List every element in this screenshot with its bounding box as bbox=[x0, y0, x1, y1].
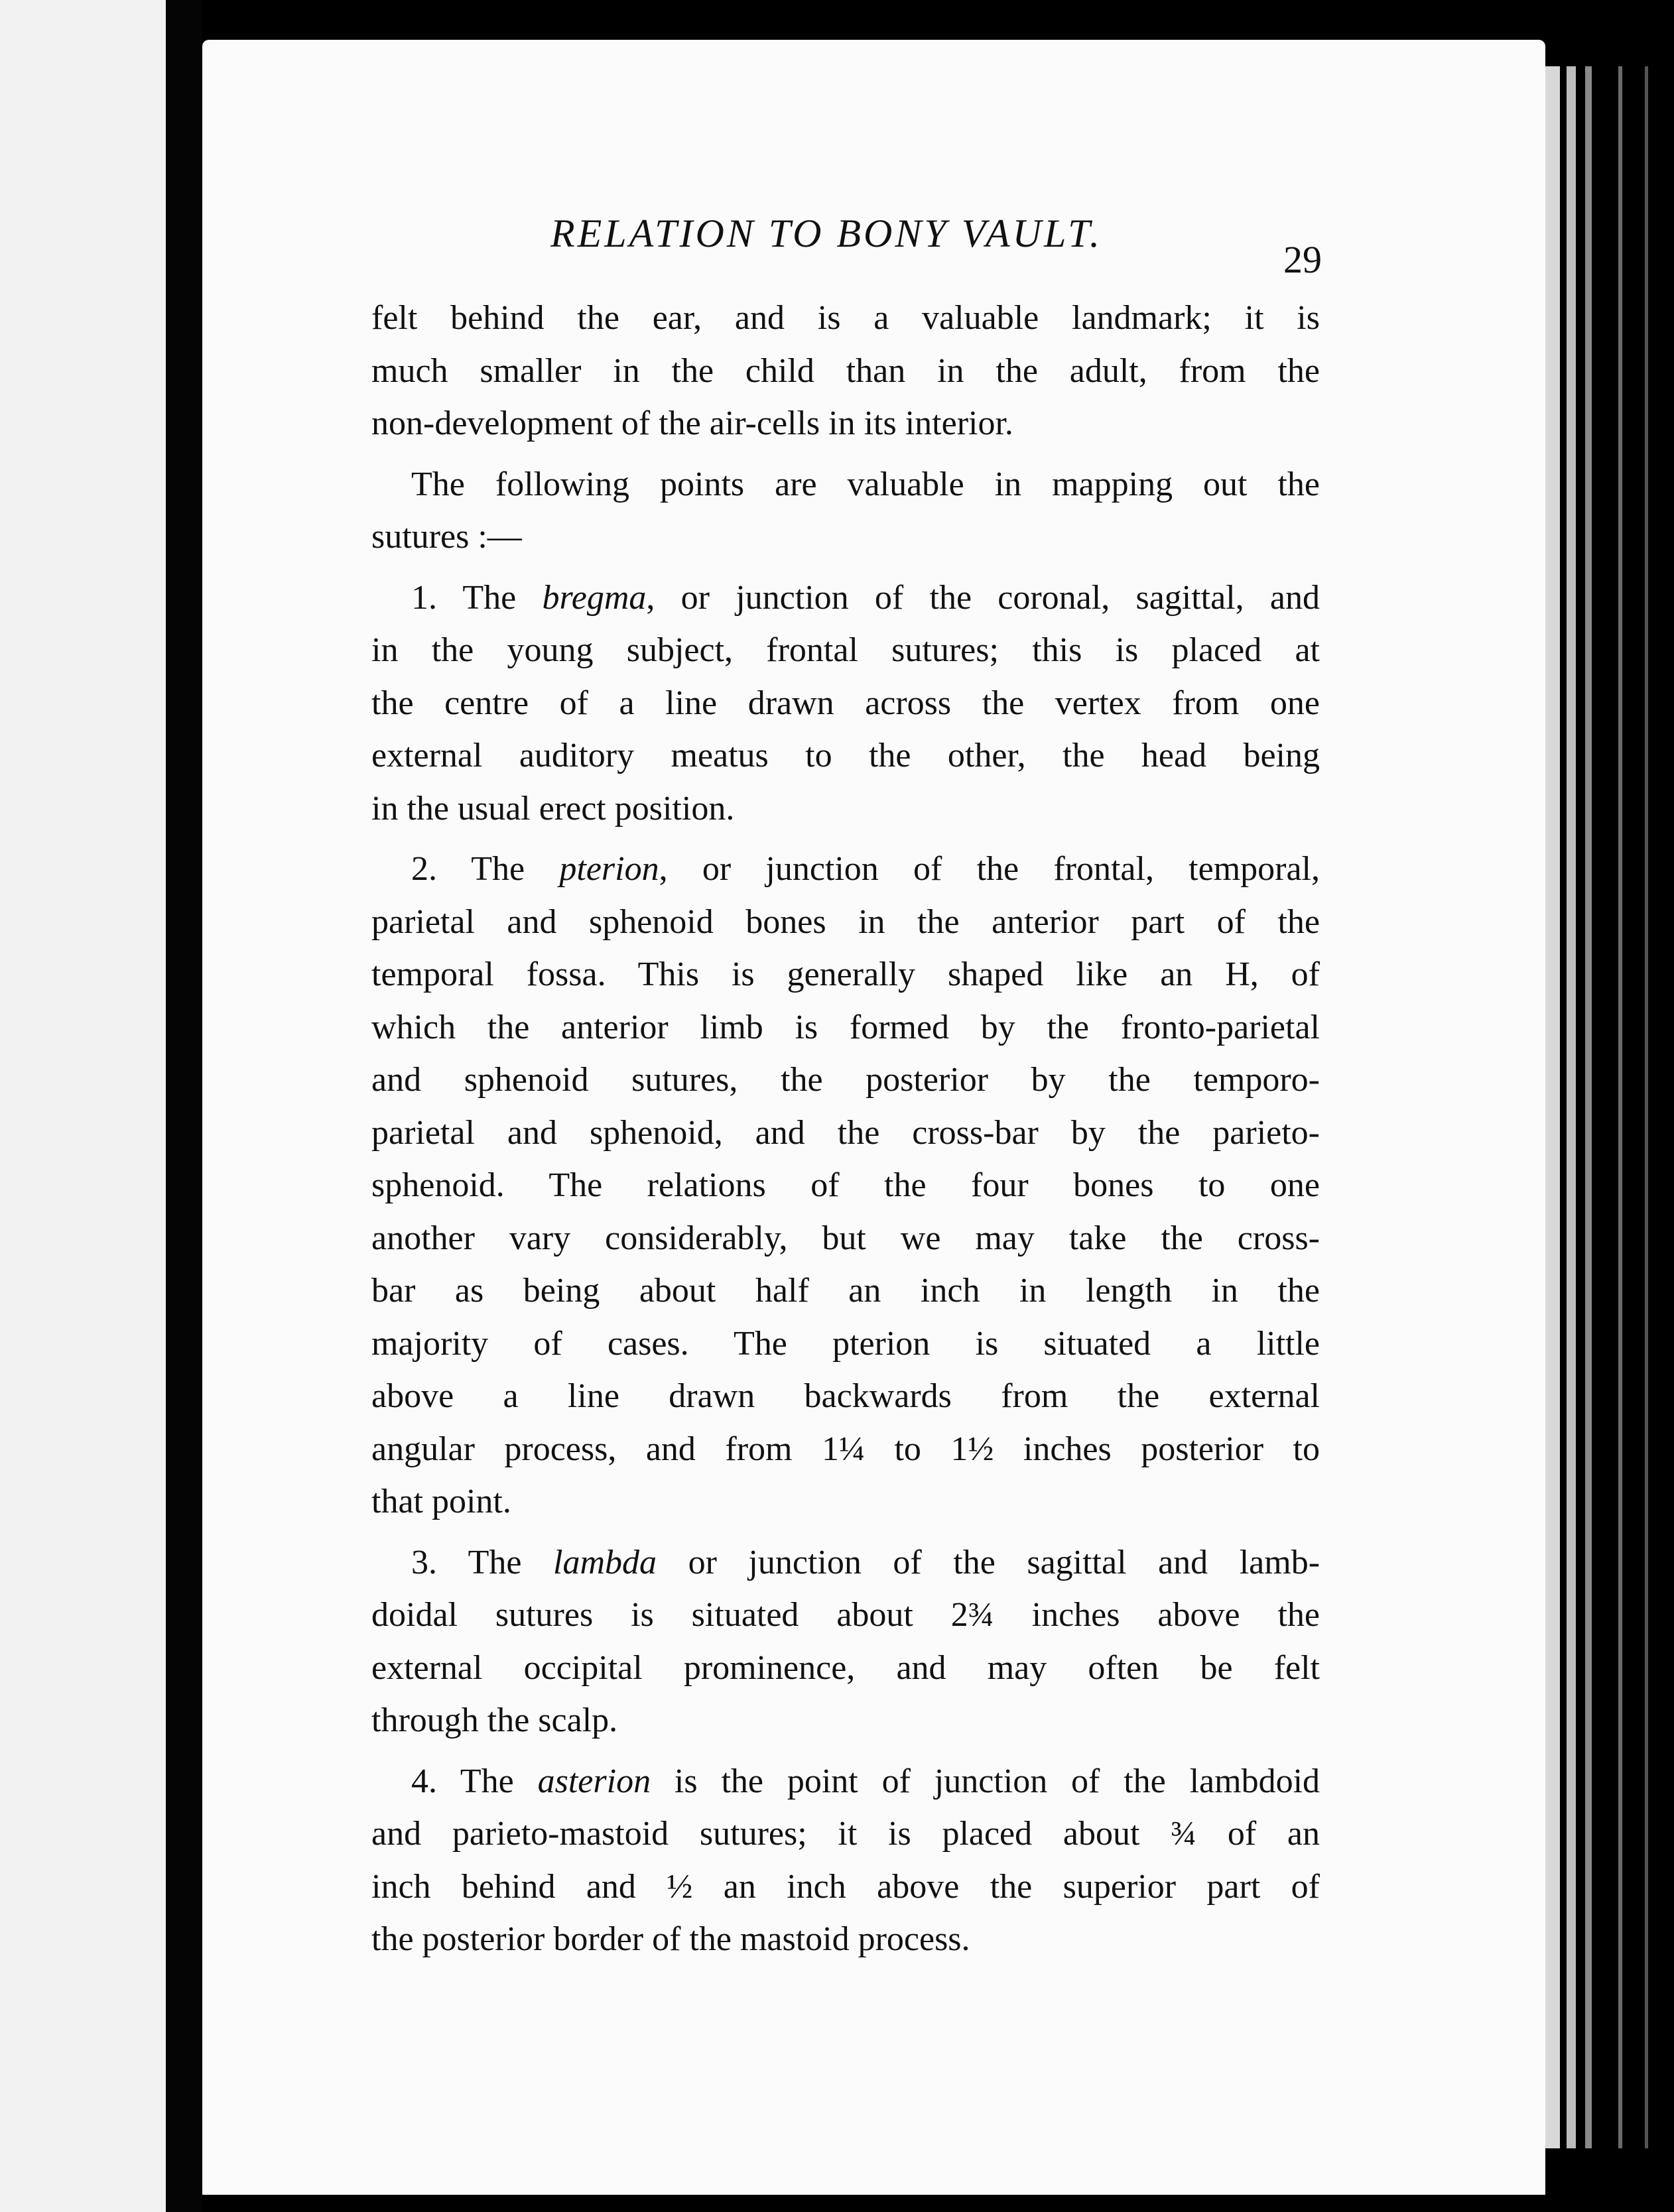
text-line: temporal fossa. This is generally shaped like an H, of bbox=[371, 955, 1320, 993]
paragraph-gap bbox=[371, 450, 1320, 458]
text-line: 1. The bregma, or junction of the coronal, sagittal, and bbox=[411, 578, 1320, 617]
running-head: RELATION TO BONY VAULT. bbox=[550, 212, 1103, 255]
text-line: sutures :— bbox=[371, 518, 522, 556]
paragraph-gap bbox=[371, 835, 1320, 843]
text-line: 3. The lambda or junction of the sagittal and lamb- bbox=[411, 1543, 1320, 1581]
text-line: parietal and sphenoid bones in the anterior part of the bbox=[371, 902, 1320, 941]
text-line: another vary considerably, but we may take the cross- bbox=[371, 1219, 1320, 1257]
text-line: the posterior border of the mastoid process. bbox=[371, 1920, 970, 1958]
text-line: bar as being about half an inch in length in the bbox=[371, 1272, 1320, 1310]
text-line: and parieto-mastoid sutures; it is placed about ¾ of an bbox=[371, 1815, 1320, 1853]
body-text bbox=[371, 292, 1320, 1966]
text-line: the centre of a line drawn across the vertex from one bbox=[371, 684, 1320, 722]
page-edges bbox=[1618, 66, 1622, 2148]
paragraph-gap bbox=[371, 1528, 1320, 1536]
facing-page-edge bbox=[0, 0, 166, 2212]
text-line: external occipital prominence, and may often be felt bbox=[371, 1648, 1320, 1687]
text-line: in the young subject, frontal sutures; this is placed at bbox=[371, 631, 1320, 669]
text-line: inch behind and ½ an inch above the superior part of bbox=[371, 1867, 1320, 1906]
text-line: 4. The asterion is the point of junction of the lambdoid bbox=[411, 1762, 1320, 1800]
text-line: non-development of the air-cells in its interior. bbox=[371, 404, 1013, 442]
page-edges bbox=[1645, 66, 1648, 2148]
page-edges bbox=[1585, 66, 1592, 2148]
text-line: in the usual erect position. bbox=[371, 789, 735, 828]
gutter-shadow bbox=[166, 0, 202, 2212]
text-line: The following points are valuable in mapping out the bbox=[411, 465, 1320, 503]
page-edges bbox=[1567, 66, 1576, 2148]
text-line: angular process, and from 1¼ to 1½ inches posterior to bbox=[371, 1430, 1320, 1468]
text-line: felt behind the ear, and is a valuable landmark; it is bbox=[371, 299, 1320, 337]
paragraph-gap bbox=[371, 1747, 1320, 1755]
text-line: majority of cases. The pterion is situated a little bbox=[371, 1324, 1320, 1363]
text-line: which the anterior limb is formed by the fronto-parietal bbox=[371, 1008, 1320, 1046]
text-line: through the scalp. bbox=[371, 1701, 618, 1739]
text-line: sphenoid. The relations of the four bones to one bbox=[371, 1166, 1320, 1204]
text-line: external auditory meatus to the other, the head being bbox=[371, 737, 1320, 774]
page-number: 29 bbox=[1283, 238, 1322, 281]
text-line: above a line drawn backwards from the external bbox=[371, 1377, 1320, 1415]
anatomical-term: bregma bbox=[542, 578, 647, 617]
text-line: 2. The pterion, or junction of the frontal, temporal, bbox=[411, 850, 1320, 888]
text-line: much smaller in the child than in the adult, from the bbox=[371, 351, 1320, 390]
anatomical-term: asterion bbox=[537, 1762, 651, 1800]
text-line: doidal sutures is situated about 2¾ inches above the bbox=[371, 1596, 1320, 1634]
paragraph-gap bbox=[371, 564, 1320, 572]
anatomical-term: lambda bbox=[553, 1543, 657, 1581]
anatomical-term: pterion bbox=[559, 850, 659, 888]
text-line: and sphenoid sutures, the posterior by the temporo- bbox=[371, 1061, 1320, 1099]
page-edges bbox=[1545, 66, 1560, 2148]
text-line: parietal and sphenoid, and the cross-bar by the parieto- bbox=[371, 1113, 1320, 1152]
text-line: that point. bbox=[371, 1483, 511, 1520]
